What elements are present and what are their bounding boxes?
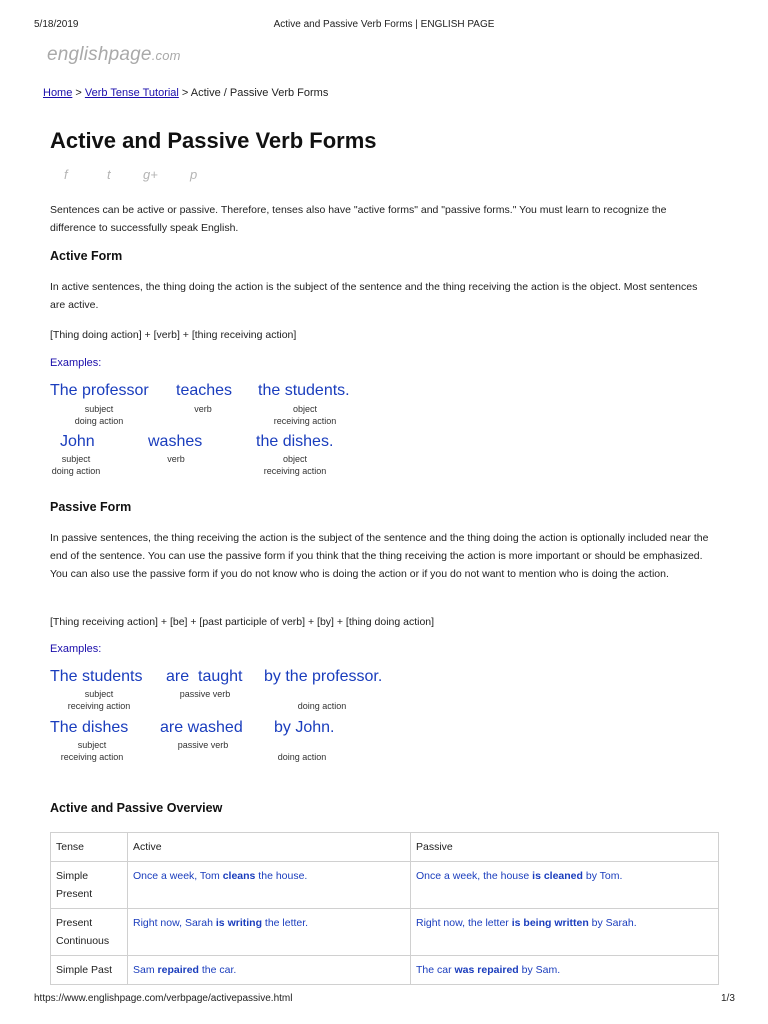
passive-ex1-verb-label: passive verb bbox=[179, 689, 231, 699]
passive-ex2-agent-label: doing action bbox=[277, 752, 327, 762]
print-footer-url: https://www.englishpage.com/verbpage/activepassive.html bbox=[34, 993, 293, 1004]
passive-cell: Right now, the letter is being written by Sarah. bbox=[411, 909, 719, 956]
passive-form-heading: Passive Form bbox=[50, 500, 132, 514]
passive-ex2-subject: The dishes bbox=[50, 719, 129, 736]
passive-ex1-subject: The students bbox=[50, 668, 143, 685]
active-cell: Sam repaired the car. bbox=[128, 956, 411, 985]
print-date: 5/18/2019 bbox=[34, 19, 79, 30]
passive-ex1-agent: by the professor. bbox=[264, 668, 383, 685]
site-logo[interactable] bbox=[47, 44, 181, 66]
active-form-heading: Active Form bbox=[50, 249, 123, 263]
active-cell: Right now, Sarah is writing the letter. bbox=[128, 909, 411, 956]
active-ex1-verb-label: verb bbox=[194, 404, 212, 414]
intro-paragraph: Sentences can be active or passive. Therefore, tenses also have "active forms" and "passive forms." You must learn to recognize the difference to successfully speak English. bbox=[50, 204, 667, 234]
active-ex2-verb-label: verb bbox=[167, 454, 185, 464]
twitter-icon[interactable]: t bbox=[107, 167, 111, 182]
active-ex1-object-label: object receiving action bbox=[273, 404, 337, 426]
table-header-row bbox=[51, 833, 719, 862]
passive-ex2-agent: by John. bbox=[274, 719, 335, 736]
active-ex2-subject-label: subject doing action bbox=[51, 454, 101, 476]
active-ex2-verb: washes bbox=[148, 433, 203, 450]
print-page-number: 1/3 bbox=[721, 993, 735, 1004]
breadcrumb-tutorial-link[interactable]: Verb Tense Tutorial bbox=[84, 87, 179, 99]
active-ex2-subject: John bbox=[60, 433, 95, 450]
google-plus-icon[interactable]: g+ bbox=[143, 167, 158, 182]
passive-ex1-subject-label: subject receiving action bbox=[67, 689, 131, 711]
active-ex2-object-label: object receiving action bbox=[263, 454, 327, 476]
active-cell: Once a week, Tom cleans the house. bbox=[128, 862, 411, 909]
table-row bbox=[51, 862, 719, 909]
active-ex1-subject-label: subject doing action bbox=[74, 404, 124, 426]
page-title: Active and Passive Verb Forms bbox=[50, 128, 377, 153]
passive-ex1-verb: are taught bbox=[166, 668, 243, 685]
passive-cell: Once a week, the house is cleaned by Tom. bbox=[411, 862, 719, 909]
column-header-tense: Tense bbox=[51, 833, 128, 862]
column-header-active: Active bbox=[128, 833, 411, 862]
active-description: In active sentences, the thing doing the action is the subject of the sentence and the thing receiving the action is the object. Most sentences are active. bbox=[50, 281, 698, 311]
facebook-icon[interactable]: f bbox=[64, 167, 68, 182]
active-ex1-subject: The professor bbox=[50, 382, 149, 399]
overview-table bbox=[50, 832, 719, 985]
breadcrumb-separator: > bbox=[72, 87, 85, 99]
logo-main: englishpage bbox=[47, 44, 152, 65]
tense-cell: Present Continuous bbox=[51, 909, 128, 956]
table-row bbox=[51, 909, 719, 956]
pinterest-icon[interactable]: p bbox=[190, 167, 198, 182]
passive-examples-label: Examples: bbox=[50, 643, 102, 655]
overview-heading: Active and Passive Overview bbox=[50, 801, 223, 815]
active-ex1-object: the students. bbox=[258, 382, 350, 399]
breadcrumb bbox=[43, 87, 328, 99]
active-ex1-verb: teaches bbox=[176, 382, 233, 399]
print-footer bbox=[0, 986, 768, 1024]
passive-ex1-agent-label: doing action bbox=[297, 701, 347, 711]
print-title: Active and Passive Verb Forms | ENGLISH PAGE bbox=[273, 19, 495, 30]
active-formula: [Thing doing action] + [verb] + [thing receiving action] bbox=[50, 329, 297, 341]
tense-cell: Simple Past bbox=[51, 956, 128, 985]
breadcrumb-home-link[interactable]: Home bbox=[43, 87, 73, 99]
passive-ex2-subject-label: subject receiving action bbox=[60, 740, 124, 762]
passive-description: In passive sentences, the thing receiving the action is the subject of the sentence and the thing doing the action is optionally included near the end of the sentence. You can use the passive form if you think that the thing receiving the action is more important or should be emphasized. You can also use the passive form if you do not know who is doing the action or if you do not want to mention who is doing the action. bbox=[50, 532, 709, 580]
logo-suffix: .com bbox=[151, 48, 181, 63]
passive-cell: The car was repaired by Sam. bbox=[411, 956, 719, 985]
breadcrumb-current: > Active / Passive Verb Forms bbox=[178, 87, 329, 99]
table-row bbox=[51, 956, 719, 985]
passive-ex2-verb-label: passive verb bbox=[177, 740, 229, 750]
active-ex2-object: the dishes. bbox=[256, 433, 334, 450]
column-header-passive: Passive bbox=[411, 833, 719, 862]
active-examples-label: Examples: bbox=[50, 357, 102, 369]
passive-formula: [Thing receiving action] + [be] + [past participle of verb] + [by] + [thing doing action] bbox=[50, 616, 435, 628]
passive-ex2-verb: are washed bbox=[160, 719, 243, 736]
tense-cell: Simple Present bbox=[51, 862, 128, 909]
